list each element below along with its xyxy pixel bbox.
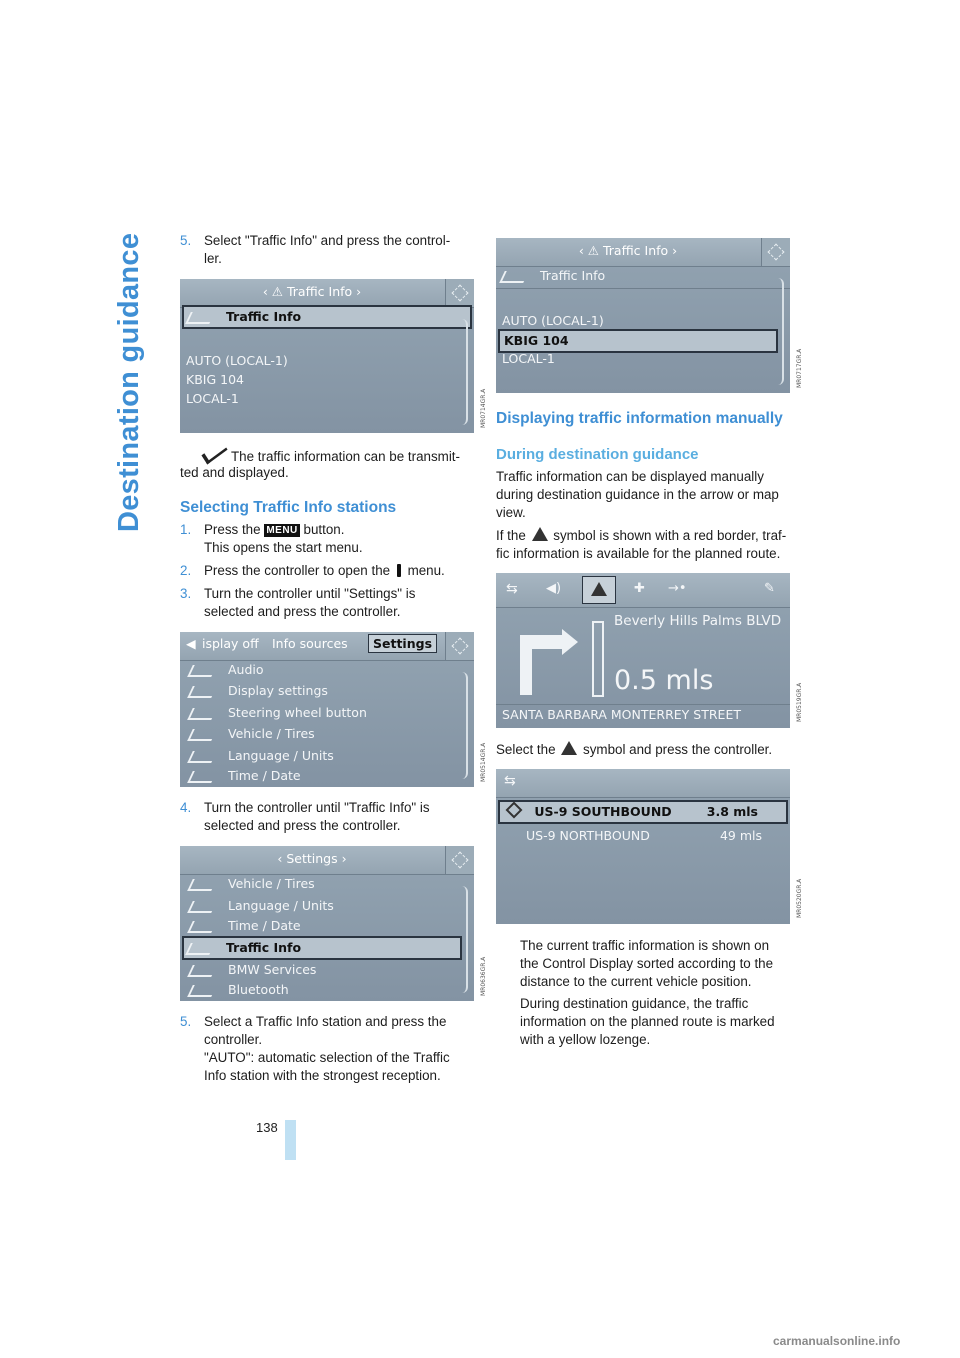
step-5-select-station: 5. Select a Traffic Info station and press the controller. "AUTO": automatic selection of the Traffic Info station with the strongest reception.: [180, 1014, 450, 1083]
back-icon[interactable]: ⇆: [504, 773, 516, 789]
heading-displaying-manually: Displaying traffic information manually: [496, 410, 783, 427]
current-street: SANTA BARBARA MONTERREY STREET: [502, 707, 741, 722]
list-item[interactable]: LOCAL-1: [502, 351, 555, 366]
move-icon: [761, 238, 790, 266]
tab-info-sources[interactable]: Info sources: [272, 636, 348, 651]
warning-icon: [591, 582, 607, 596]
vehicle-icon: [187, 879, 217, 891]
step-4: 4. Turn the controller until "Traffic Info" is selected and press the controller.: [180, 800, 430, 833]
warning-icon: [561, 741, 577, 755]
screen-traffic-messages: [496, 769, 790, 924]
steering-wheel-icon: [187, 708, 217, 720]
info-icon: [397, 564, 401, 577]
scrollbar[interactable]: [460, 319, 468, 425]
menu-item[interactable]: Steering wheel button: [190, 703, 367, 723]
paragraph-sorted: The current traffic information is shown on the Control Display sorted according to the distance to the current vehicle position.: [520, 938, 774, 989]
traffic-message-row[interactable]: US-9 NORTHBOUND 49 mls: [526, 828, 762, 843]
scrollbar[interactable]: [460, 886, 468, 993]
page-number: 138: [256, 1120, 278, 1135]
scrollbar[interactable]: [776, 278, 784, 385]
scrollbar[interactable]: [460, 672, 468, 779]
flag-icon: [187, 751, 217, 763]
figure-code: MR0714GR.A: [480, 388, 487, 428]
step-5-select-traffic-info: 5. Select "Traffic Info" and press the control- ler.: [180, 233, 451, 266]
figure-code: MR0636GR.A: [480, 956, 487, 996]
traffic-warning-button[interactable]: [582, 576, 616, 604]
move-icon: [445, 279, 474, 307]
warning-icon: [532, 527, 548, 541]
menu-item-selected[interactable]: Traffic Info: [182, 936, 462, 960]
list-item[interactable]: AUTO (LOCAL-1): [186, 353, 288, 368]
traffic-message-row-selected[interactable]: US-9 SOUTHBOUND 3.8 mls: [498, 800, 788, 824]
poi-icon[interactable]: ✚: [634, 581, 645, 596]
lozenge-icon: [506, 802, 523, 819]
clock-icon: [187, 921, 217, 933]
paragraph-red-border: If the symbol is shown with a red border, traf- fic information is available for the planned route.: [496, 528, 787, 561]
menu-key-icon: MENU: [266, 525, 298, 536]
note-text: ted and displayed.: [180, 465, 289, 480]
screen-arrow-view: [496, 573, 790, 728]
street-name: Beverly Hills Palms BLVD: [614, 613, 782, 629]
menu-item[interactable]: Display settings: [190, 681, 328, 701]
bluetooth-icon: [187, 985, 217, 997]
clock-icon: [187, 771, 217, 783]
menu-item[interactable]: BMW Services: [190, 960, 316, 980]
figure-code: MR0520GR.A: [796, 878, 803, 918]
screen-header: ‹ ⚠ Traffic Info ›: [578, 243, 678, 258]
list-item[interactable]: LOCAL-1: [186, 391, 239, 406]
menu-item[interactable]: Language / Units: [190, 896, 334, 916]
screen-header: ‹ ⚠ Traffic Info ›: [262, 284, 362, 299]
note-transmit: The traffic information can be transmit-: [204, 446, 480, 466]
check-icon: [499, 271, 529, 283]
step-2: 2. Press the controller to open the menu.: [180, 563, 445, 578]
route-icon[interactable]: →•: [668, 581, 687, 596]
paragraph-yellow-lozenge: During destination guidance, the traffic information on the planned route is marked with a yellow lozenge.: [520, 996, 775, 1047]
selected-row[interactable]: Traffic Info: [182, 305, 472, 329]
watermark: carmanualsonline.info: [773, 1334, 901, 1348]
screen-traffic-info-stations: [496, 238, 790, 393]
flag-icon: [187, 901, 217, 913]
distance-bar: [592, 621, 604, 697]
info-icon: [445, 632, 474, 660]
vehicle-icon: [187, 729, 217, 741]
list-item[interactable]: AUTO (LOCAL-1): [502, 313, 604, 328]
list-item-selected[interactable]: KBIG 104: [498, 329, 778, 353]
figure-code: MR0514GR.A: [480, 742, 487, 782]
menu-item[interactable]: Vehicle / Tires: [190, 724, 315, 744]
paragraph-manual-display: Traffic information can be displayed manually during destination guidance in the arrow or map view.: [496, 469, 779, 520]
menu-item[interactable]: Bluetooth: [190, 980, 289, 1000]
step-1: 1. Press the MENU button. This opens the start menu.: [180, 522, 363, 555]
check-icon: [201, 440, 227, 464]
screen-start-menu-settings: [180, 632, 474, 787]
sub-header-row: Traffic Info: [502, 266, 605, 286]
volume-icon[interactable]: ◀): [546, 581, 562, 596]
bmw-services-icon: [187, 965, 217, 977]
back-icon[interactable]: ⇆: [506, 581, 518, 597]
screen-settings-list: [180, 846, 474, 1001]
screen-header: ‹ Settings ›: [277, 851, 347, 866]
figure-code: MR0717GR.A: [796, 348, 803, 388]
menu-item[interactable]: Time / Date: [190, 916, 301, 936]
tab-left-arrow[interactable]: ◀: [186, 636, 196, 651]
warning-icon: [185, 943, 215, 955]
info-icon: [445, 846, 474, 874]
tab-display-off[interactable]: isplay off: [202, 636, 259, 651]
check-icon: [185, 312, 215, 324]
menu-item[interactable]: Language / Units: [190, 746, 334, 766]
menu-item[interactable]: Time / Date: [190, 766, 301, 786]
menu-item[interactable]: Audio: [190, 660, 264, 680]
tab-settings[interactable]: Settings: [368, 634, 437, 653]
menu-item[interactable]: Vehicle / Tires: [190, 874, 315, 894]
settings-icon[interactable]: ✎: [764, 581, 775, 596]
step-3: 3. Turn the controller until "Settings" is selected and press the controller.: [180, 586, 416, 619]
distance-readout: 0.5 mls: [614, 665, 714, 696]
page-tab-marker: [285, 1120, 296, 1160]
screen-traffic-info-list: [180, 279, 474, 433]
display-icon: [187, 686, 217, 698]
paragraph-select-symbol: Select the symbol and press the controller.: [496, 742, 773, 757]
subheading-during-guidance: During destination guidance: [496, 446, 699, 463]
audio-icon: [187, 665, 217, 677]
list-item[interactable]: KBIG 104: [186, 372, 244, 387]
heading-selecting-stations: Selecting Traffic Info stations: [180, 499, 397, 516]
figure-code: MR0519GR.A: [796, 682, 803, 722]
